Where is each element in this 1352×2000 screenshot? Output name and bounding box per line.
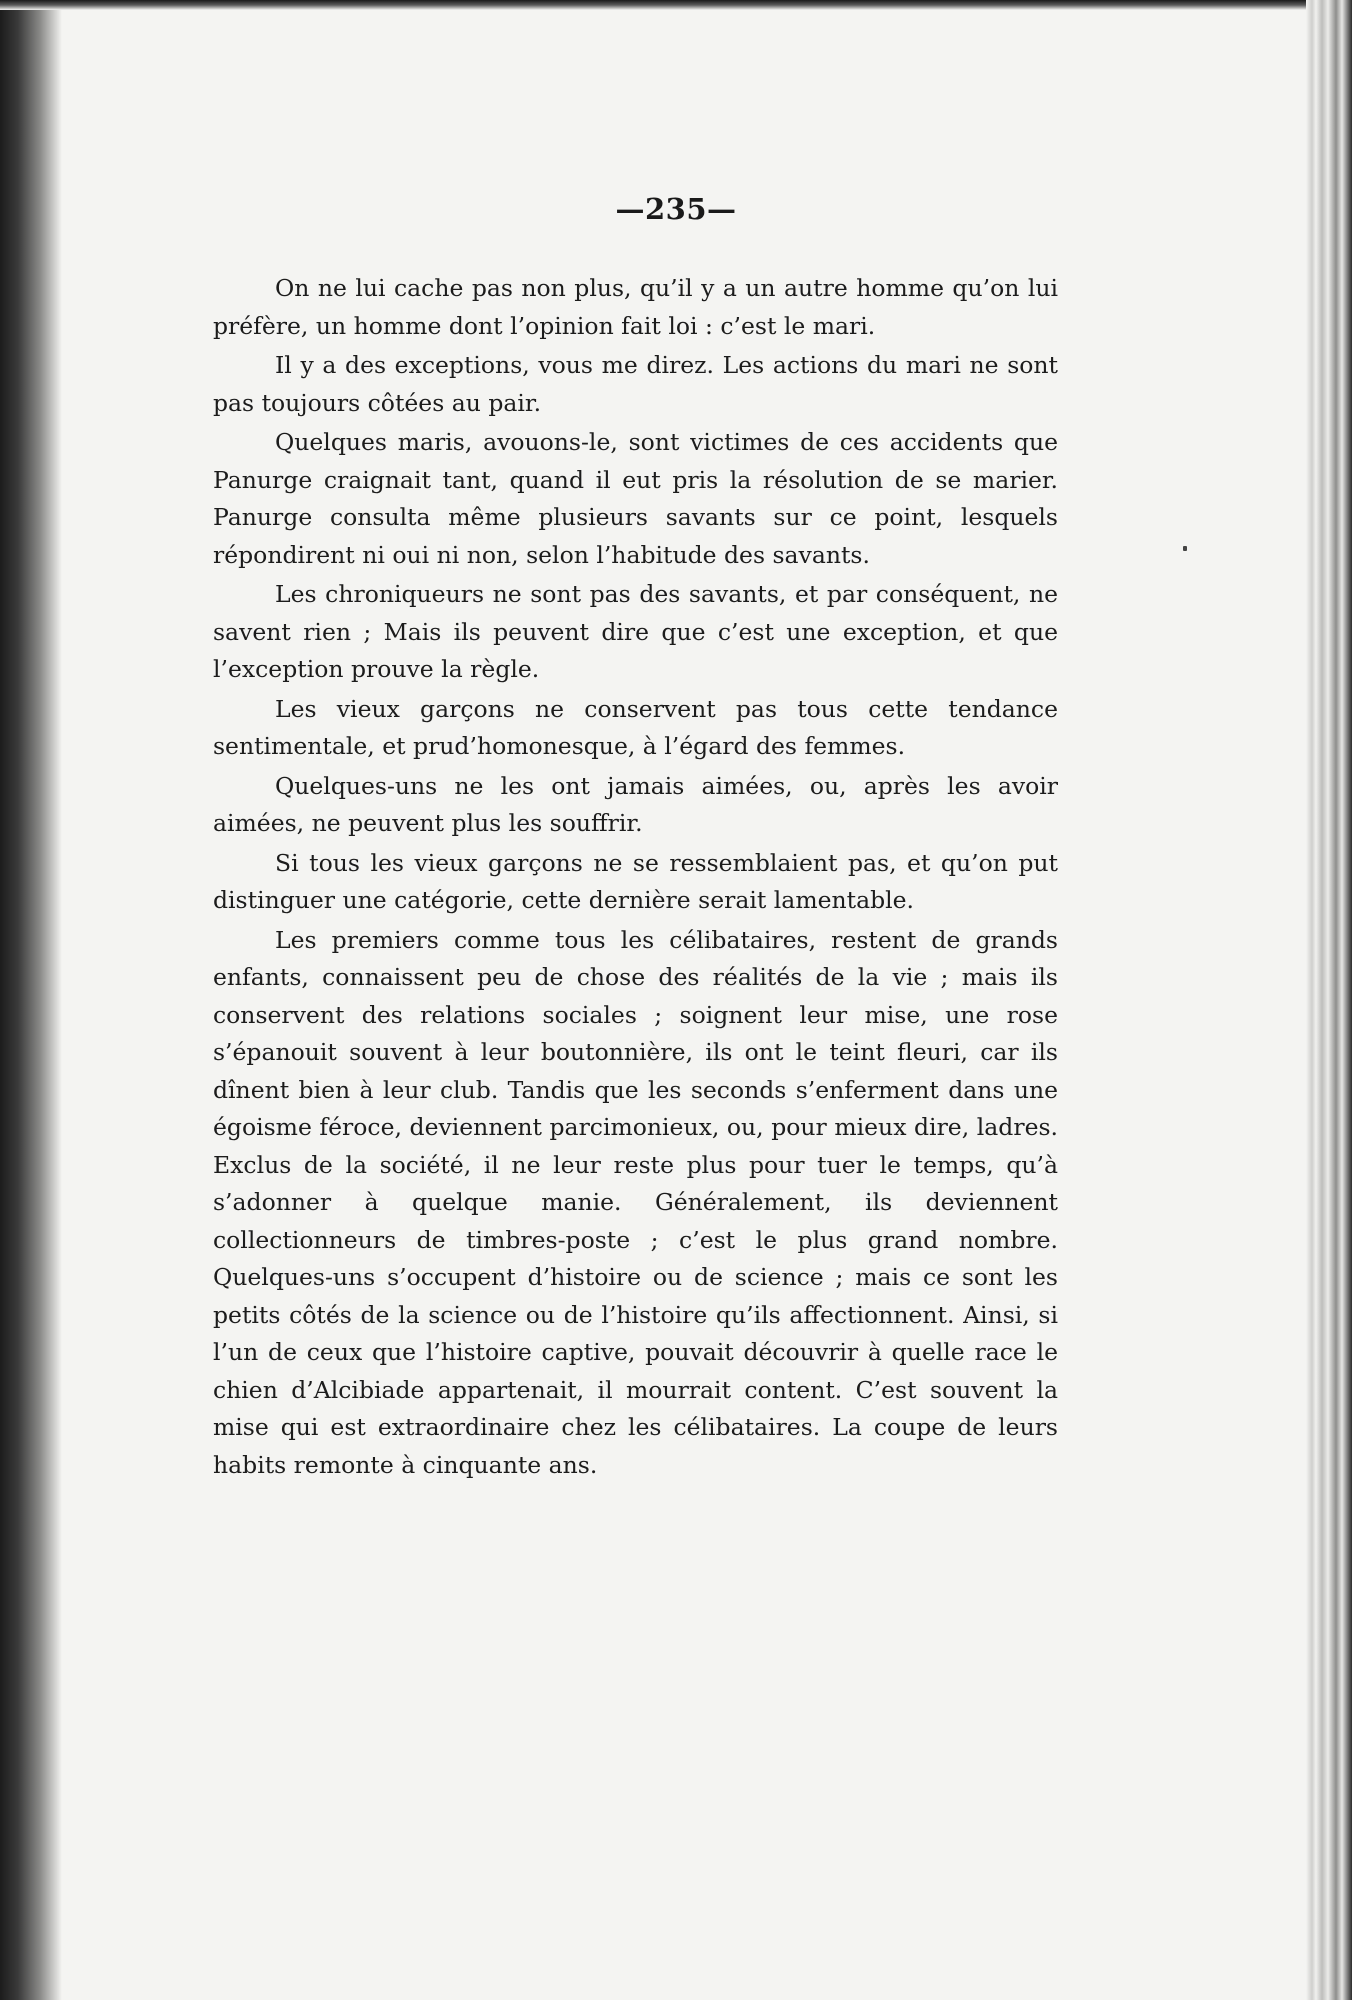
top-edge: [0, 0, 1352, 10]
binding-edge: [0, 0, 62, 2000]
paragraph-3: Quelques maris, avouons-le, sont victimes de ces accidents que Panurge craignait tant, quand il eut pris la résolution de se marier. Panurge consulta même plusieurs savants sur ce point, lesquels répondirent ni oui ni non, selon l’habitude des savants.: [213, 428, 1058, 569]
paragraph-1: On ne lui cache pas non plus, qu’il y a un autre homme qu’on lui préfère, un homme dont l’opinion fait loi : c’est le mari.: [213, 274, 1058, 340]
page-stack-edge: [1306, 0, 1352, 2000]
paragraph-7: Si tous les vieux garçons ne se ressemblaient pas, et qu’on put distinguer une catégorie, cette dernière serait lamentable.: [213, 848, 1058, 914]
page-number: —235—: [615, 192, 737, 226]
paragraph-8: Les premiers comme tous les célibataires, restent de grands enfants, connaissent peu de chose des réalités de la vie ; mais ils conservent des relations sociales ; soignent leur mise, une rose s’épanouit souvent à leur boutonnière, ils ont le teint fleuri, car ils dînent bien à leur club. Tandis que les seconds s’enferment dans une égoisme féroce, deviennent parcimonieux, ou, pour mieux dire, ladres. Exclus de la société, il ne leur reste plus pour tuer le temps, qu’à s’adonner à quelque manie. Généralement, ils deviennent collectionneurs de timbres-poste ; c’est le plus grand nombre. Quelques-uns s’occupent d’histoire ou de science ; mais ce sont les petits côtés de la science ou de l’histoire qu’ils affectionnent. Ainsi, si l’un de ceux que l’histoire captive, pouvait découvrir à quelle race le chien d’Alcibiade appartenait, il mourrait content. C’est souvent la mise qui est extraordinaire chez les célibataires. La coupe de leurs habits remonte à cinquante ans.: [213, 925, 1058, 1479]
scan-speck: [1183, 546, 1187, 551]
paragraph-4: Les chroniqueurs ne sont pas des savants, et par conséquent, ne savent rien ; Mais ils peuvent dire que c’est une exception, et que l’exception prouve la règle.: [213, 580, 1058, 683]
paragraph-5: Les vieux garçons ne conservent pas tous cette tendance sentimentale, et prud’homonesque, à l’égard des femmes.: [213, 694, 1058, 760]
body-text: [213, 270, 1058, 1486]
paragraph-6: Quelques-uns ne les ont jamais aimées, ou, après les avoir aimées, ne peuvent plus les souffrir.: [213, 771, 1058, 837]
paragraph-2: Il y a des exceptions, vous me direz. Les actions du mari ne sont pas toujours côtées au pair.: [213, 351, 1058, 417]
